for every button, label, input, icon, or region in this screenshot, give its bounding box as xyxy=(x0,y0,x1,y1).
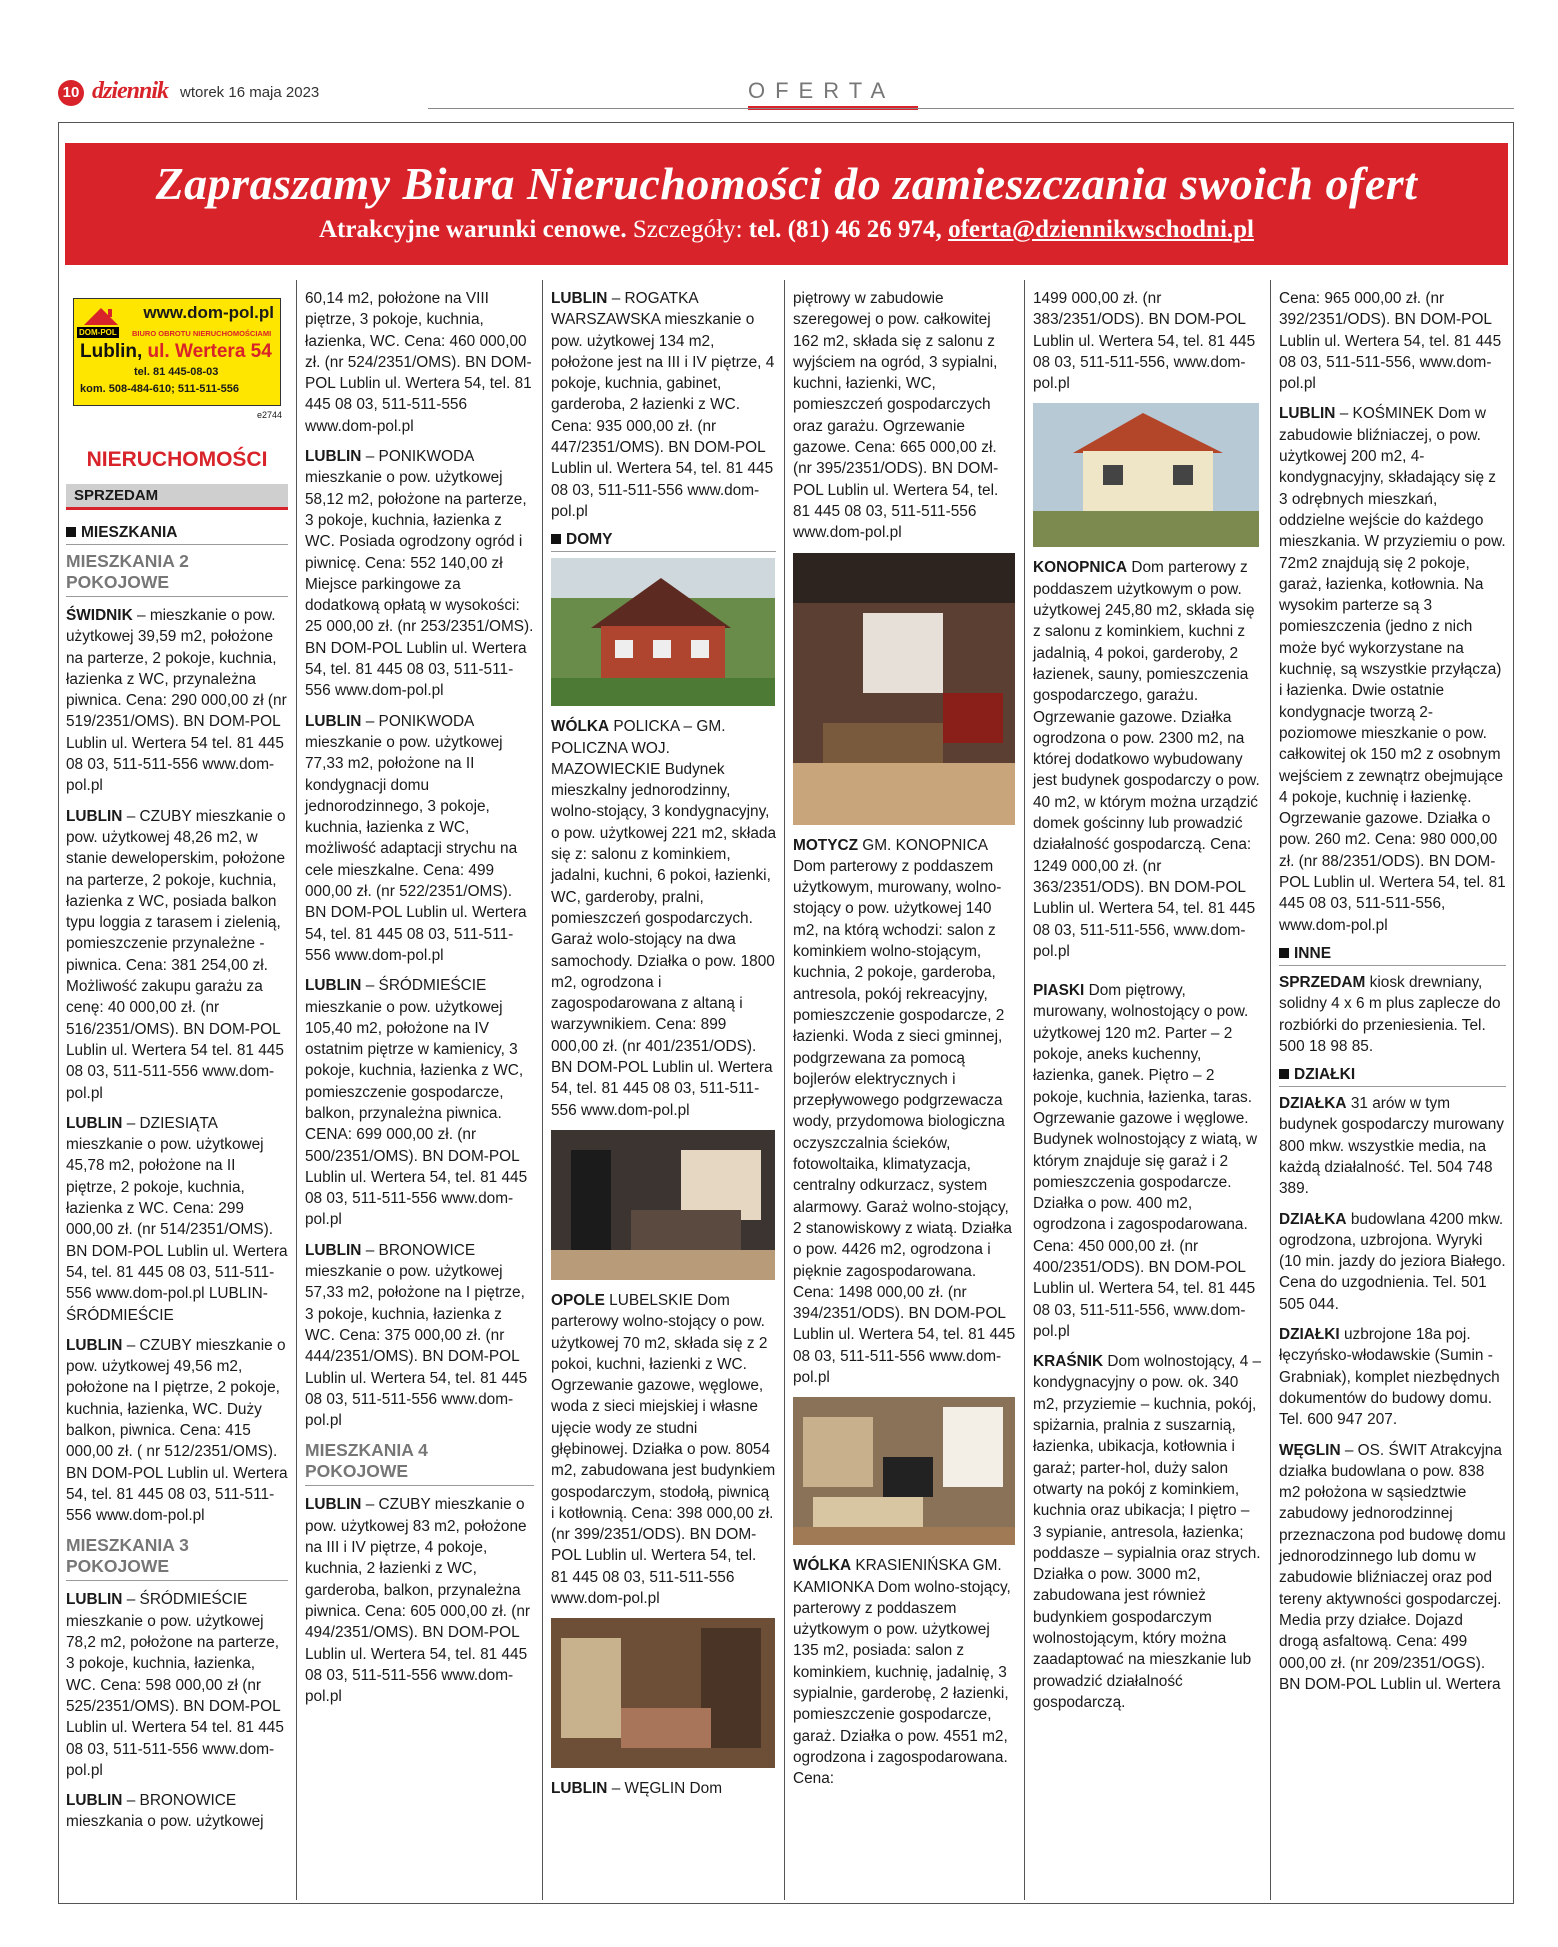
listing-location: DZIAŁKA xyxy=(1279,1210,1347,1228)
listing-text: – KOŚMINEK Dom w zabudowie bliźniaczej, o pow. użytkowej 200 m2, 4-kondygnacyjny, składający się z 3 odrębnych mieszkań, oddzielne wejście do każdego mieszkania. W przyziemiu o pow. 72m2 znajdują się 2 pokoje, garaż, łazienka, kotłownia. Na wysokim parterze są 3 pomieszczenia (jedno z nich może być wykorzystane na kuchnię, są wszystkie przyłącza) i łazienka. Dwie ostatnie kondygnacje tworzą 2-poziomowe mieszkanie o pow. całkowitej ok 150 m2 z osobnym wejściem z zewnątrz obejmujące 4 pokoje, kuchnię i łazienkę. Ogrzewanie gazowe. Działka o pow. 260 m2. Cena: 980 000,00 zł. (nr 88/2351/ODS). BN DOM-POL Lublin ul. Wertera 54, tel. 81 445 08 03, 511-511-556, www.dom-pol.pl xyxy=(1279,405,1506,934)
column-1 xyxy=(58,280,296,1900)
listing xyxy=(1033,288,1262,394)
dom-pol-ad xyxy=(73,298,281,406)
listing-text: – BRONOWICE mieszkania o pow. użytkowej xyxy=(66,1792,264,1831)
ad-code: e2744 xyxy=(256,410,282,420)
subcategory-heading: MIESZKANIA 2 POKOJOWE xyxy=(66,551,288,597)
listing-location: LUBLIN xyxy=(305,448,362,466)
listing-location: MOTYCZ xyxy=(793,836,858,854)
listing-location: WĘGLIN xyxy=(1279,1441,1341,1459)
listing-location: LUBLIN xyxy=(66,807,123,825)
listing-location: LUBLIN xyxy=(66,1792,123,1810)
column-2 xyxy=(296,280,542,1900)
listing xyxy=(793,835,1016,1389)
listing-text: uzbrojone 18a poj. łęczyńsko-włodawskie (Sumin - Grabniak), komplet niezbędnych dokumentów do budowy domu. Tel. 600 947 207. xyxy=(1279,1326,1500,1429)
listing-location: DZIAŁKI xyxy=(1279,1326,1340,1344)
listing-text: GM. KONOPNICA Dom parterowy z poddaszem użytkowym, murowany, wolno-stojący o pow. użytkowej 140 m2, na którą wchodzi: salon z kominkiem wolno-stojącym, kuchnia, 2 pokoje, garderoba, antresola, pokój rekreacyjny, pomieszczenie gospodarcze, 2 łazienki. Woda z sieci gminnej, podgrzewana za pomocą bojlerów elektrycznych i przepływowego podgrzewacza wody, przydomowa biologiczna oczyszczalnia ścieków, fotowoltaika, klimatyzacja, centralny odkurzacz, system alarmowy. Garaż wolno-stojący, 2 stanowiskowy z wiatą. Działka o pow. 4426 m2, ogrodzona i pięknie zagospodarowana. Cena: 1498 000,00 zł. (nr 394/2351/ODS). BN DOM-POL Lublin ul. Wertera 54, tel. 81 445 08 03, 511-511-556 www.dom-pol.pl xyxy=(793,836,1016,1386)
ad-phone: tel. 81 445-08-03 xyxy=(134,366,219,378)
listing-location: ŚWIDNIK xyxy=(66,607,133,624)
listing xyxy=(66,1335,288,1527)
interior-photo xyxy=(793,1397,1015,1545)
issue-date: wtorek 16 maja 2023 xyxy=(180,84,320,101)
house-photo xyxy=(551,558,775,706)
house-logo-icon xyxy=(82,305,120,325)
listing-text: – ŚRÓDMIEŚCIE mieszkanie o pow. użytkowej 105,40 m2, położone na IV ostatnim piętrze w kamienicy, 3 pokoje, kuchnia, łazienka z WC, pomieszczenie gospodarcze, balkon, przynależna piwnica. CENA: 699 000,00 zł. (nr 500/2351/OMS). BN DOM-POL Lublin ul. Wertera 54, tel. 81 445 08 03, 511-511-556 www.dom-pol.pl xyxy=(305,977,528,1229)
listing-text: Dom wolnostojący, 4 – kondygnacyjny o pow. ok. 340 m2, przyziemie – kuchnia, pokój, spiżarnia, pralnia z suszarnią, łazienka, ubikacja, kotłownia i garaż; parter-hol, duży salon otwarty na pokój z kominkiem, kuchnia oraz ubikacja; I piętro – 3 sypianie, antresola, łazienka; poddasze – sypialnia oraz strych. Działka o pow. 3000 m2, zabudowana jest również budynkiem gospodarczym wolnostojącym, który można zaadaptować na mieszkanie lub prowadzić działalność gospodarczą. xyxy=(1033,1353,1262,1711)
ad-mobile: kom. 508-484-610; 511-511-556 xyxy=(80,383,240,395)
promo-banner xyxy=(65,143,1508,265)
ad-website[interactable]: www.dom-pol.pl xyxy=(143,303,274,322)
listing xyxy=(305,1240,534,1432)
subcategory-heading: MIESZKANIA 4 POKOJOWE xyxy=(305,1440,534,1486)
subcategory-heading: MIESZKANIA 3 POKOJOWE xyxy=(66,1535,288,1581)
ad-city: Lublin, xyxy=(80,341,143,362)
listing-location: KONOPNICA xyxy=(1033,559,1128,577)
listing-location: WÓLKA xyxy=(551,718,610,736)
listing-location: PIASKI xyxy=(1033,982,1085,1000)
listing xyxy=(551,716,776,1121)
listing-text: – PONIKWODA mieszkanie o pow. użytkowej 77,33 m2, położone na II kondygnacji domu jednorodzinnego, 3 pokoje, kuchnia, łazienka z WC, możliwość adaptacji strychu na cele mieszkalne. Cena: 499 000,00 zł. (nr 522/2351/OMS). BN DOM-POL Lublin ul. Wertera 54, tel. 81 445 08 03, 511-511-556 www.dom-pol.pl xyxy=(305,712,527,964)
listing-text: 31 arów w tym budynek gospodarczy murowany 800 mkw. wszystkie media, na każdą działalność. Tel. 504 748 389. xyxy=(1279,1095,1504,1198)
page-number: 10 xyxy=(58,80,84,106)
listing-text: – ROGATKA WARSZAWSKA mieszkanie o pow. użytkowej 134 m2, położone jest na III i IV piętrze, 4 pokoje, kuchnia, gabinet, garderoba, 2 łazienki z WC. Cena: 935 000,00 zł. (nr 447/2351/OMS). BN DOM-POL Lublin ul. Wertera 54, tel. 81 445 08 03, 511-511-556 www.dom-pol.pl xyxy=(551,290,775,520)
listing xyxy=(793,1555,1016,1789)
header-rule xyxy=(428,108,1514,109)
listing-text: LUBELSKIE Dom parterowy wolno-stojący o pow. użytkowej 70 m2, składa się z 2 pokoi, kuchni, łazienki z WC. Ogrzewanie gazowe, węglowe, woda z sieci miejskiej i własne ujęcie wody ze studni głębinowej. Działka o pow. 8054 m2, zabudowana jest budynkiem gospodarczym, stodołą, piwnicą i kotłownią. Cena: 398 000,00 zł. (nr 399/2351/ODS). BN DOM-POL Lublin ul. Wertera 54, tel. 81 445 08 03, 511-511-556 www.dom-pol.pl xyxy=(551,1291,776,1608)
listing xyxy=(551,1290,776,1609)
listing-text: – OS. ŚWIT Atrakcyjna działka budowlana o pow. 838 m2 położona w sąsiedztwie zabudowy jednorodzinnej przeznaczona pod budowę domu jednorodzinnego lub domu w zabudowie bliźniaczej oraz pod tereny aktywności gospodarczej. Media przy działce. Dojazd drogą asfaltową. Cena: 499 000,00 zł. (nr 209/2351/OGS). BN DOM-POL Lublin ul. Wertera xyxy=(1279,1441,1506,1693)
listing-location: OPOLE xyxy=(551,1291,605,1309)
listing-location: LUBLIN xyxy=(66,1114,123,1132)
interior-photo xyxy=(551,1618,775,1768)
ad-firm: DOM-POL xyxy=(79,328,117,337)
listing-location: LUBLIN xyxy=(66,1591,123,1609)
ad-street: ul. Wertera 54 xyxy=(147,341,272,362)
listing-location: LUBLIN xyxy=(305,712,362,730)
column-6 xyxy=(1270,280,1514,1900)
listing xyxy=(1279,1440,1506,1696)
listing-text: piętrowy w zabudowie szeregowej o pow. całkowitej 162 m2, składa się z salonu z wyjściem na ogród, 3 sypialni, kuchni, łazienki, WC, pomieszczeń gospodarczych oraz garażu. Ogrzewanie gazowe. Cena: 665 000,00 zł. (nr 395/2351/ODS). BN DOM-POL Lublin ul. Wertera 54, tel. 81 445 08 03, 511-511-556 www.dom-pol.pl xyxy=(793,290,999,542)
listing-text: – mieszkanie o pow. użytkowej 39,59 m2, położone na parterze, 2 pokoje, kuchnia, łazienka z WC, przynależna piwnica. Cena: 290 000,00 zł (nr 519/2351/OMS). BN DOM-POL Lublin ul. Wertera 54 tel. 81 445 08 03, 511-511-556 www.dom-pol.pl xyxy=(66,607,287,795)
listing xyxy=(1279,1324,1506,1430)
listing-location: LUBLIN xyxy=(305,977,362,995)
page-header xyxy=(58,80,1514,112)
listing-text: – BRONOWICE mieszkanie o pow. użytkowej 57,33 m2, położone na I piętrze, 3 pokoje, kuchnia, łazienka z WC. Cena: 375 000,00 zł. (nr 444/2351/OMS). BN DOM-POL Lublin ul. Wertera 54, tel. 81 445 08 03, 511-511-556 www.dom-pol.pl xyxy=(305,1241,528,1430)
banner-sub-bold: Atrakcyjne warunki cenowe. xyxy=(318,216,627,243)
listing-text: 60,14 m2, położone na VIII piętrze, 3 pokoje, kuchnia, łazienka, WC. Cena: 460 000,00 zł. (nr 524/2351/OMS). BN DOM-POL Lublin ul. Wertera 54, tel. 81 445 08 03, 511-511-556 www.dom-pol.pl xyxy=(305,290,532,435)
banner-email-link[interactable]: oferta@dziennikwschodni.pl xyxy=(948,216,1254,243)
listing-location: LUBLIN xyxy=(66,1336,123,1354)
listing-text: Dom parterowy z poddaszem użytkowym o pow. użytkowej 245,80 m2, składa się z salonu z kominkiem, kuchni z jadalnią, 4 pokoi, garderoby, 2 łazienek, sauny, pomieszczenia gospodarczego, garażu. Ogrzewanie gazowe. Działka ogrodzona o pow. 2300 m2, na której dodatkowo wybudowany jest budynek gospodarczy o pow. 40 m2, w którym można urządzić domek gościnny lub prowadzić działalność gospodarczą. Cena: 1249 000,00 zł. (nr 363/2351/ODS). BN DOM-POL Lublin ul. Wertera 54, tel. 81 445 08 03, 511-511-556, www.dom-pol.pl xyxy=(1033,559,1260,960)
house-photo xyxy=(1033,403,1259,547)
column-3 xyxy=(542,280,784,1900)
listing-text: kiosk drewniany, solidny 4 x 6 m plus zaplecze do rozbiórki do przeniesienia. Tel. 500 18 98 85. xyxy=(1279,973,1501,1055)
listing-text: POLICKA – GM. POLICZNA WOJ. MAZOWIECKIE Budynek mieszkalny jednorodzinny, wolno-stojący, 3 kondygnacyjny, o pow. użytkowej 221 m2, składa się z: salonu z kominkiem, jadalni, kuchni, 6 pokoi, łazienki, WC, garderoby, pralni, pomieszczeń gospodarczych. Garaż wolo-stojący na dwa samochody. Działka o pow. 1800 m2, ogrodzona i zagospodarowana z altaną i warzywnikiem. Cena: 899 000,00 zł. (nr 401/2351/ODS). BN DOM-POL Lublin ul. Wertera 54, tel. 81 445 08 03, 511-511-556 www.dom-pol.pl xyxy=(551,718,776,1119)
listing xyxy=(1033,980,1262,1342)
listing xyxy=(66,1113,288,1326)
listing-text: KRASIENIŃSKA GM. KAMIONKA Dom wolno-stojący, parterowy z poddaszem użytkowym o pow. użytkowej 135 m2, posiada: salon z kominkiem, kuchnię, jadalnię, 3 sypialnie, garderobę, 2 łazienki, pomieszczenie gospodarcze, garaż. Działka o pow. 4551 m2, ogrodzona i zagospodarowana. Cena: xyxy=(793,1557,1011,1788)
listing xyxy=(1279,403,1506,935)
banner-sub-plain: Szczegóły: xyxy=(632,216,743,243)
interior-photo xyxy=(793,553,1015,825)
listing xyxy=(1279,972,1506,1057)
listing-location: DZIAŁKA xyxy=(1279,1095,1347,1113)
listing xyxy=(1033,557,1262,962)
listing xyxy=(66,806,288,1104)
category-heading: INNE xyxy=(1279,945,1506,966)
listing-location: LUBLIN xyxy=(551,290,608,307)
listing xyxy=(66,1589,288,1781)
column-5 xyxy=(1024,280,1270,1900)
banner-subtitle xyxy=(65,216,1508,244)
category-heading: DOMY xyxy=(551,531,776,552)
listing-location: SPRZEDAM xyxy=(1279,973,1366,991)
listing xyxy=(1279,1093,1506,1199)
listing xyxy=(793,288,1016,544)
listing xyxy=(1279,288,1506,394)
listing-text: – ŚRÓDMIEŚCIE mieszkanie o pow. użytkowej 78,2 m2, położone na parterze, 3 pokoje, kuchnia, łazienka, WC. Cena: 598 000,00 zł (nr 525/2351/OMS). BN DOM-POL Lublin ul. Wertera 54 tel. 81 445 08 03, 511-511-556 www.dom-pol.pl xyxy=(66,1591,284,1779)
listing-text: Dom piętrowy, murowany, wolnostojący o pow. użytkowej 120 m2. Parter – 2 pokoje, aneks kuchenny, łazienka, ganek. Piętro – 2 pokoje, kuchnia, łazienka, taras. Ogrzewanie gazowe i węglowe. Budynek wolnostojący z wiatą, w którym znajduje się garaż i 2 pomieszczenia gospodarcze. Działka o pow. 400 m2, ogrodzona i zagospodarowana. Cena: 450 000,00 zł. (nr 400/2351/ODS). BN DOM-POL Lublin ul. Wertera 54, tel. 81 445 08 03, 511-511-556, www.dom-pol.pl xyxy=(1033,982,1258,1340)
listing-text: – CZUBY mieszkanie o pow. użytkowej 49,56 m2, położone na I piętrze, 2 pokoje, kuchnia, łazienka, WC. Duży balkon, piwnica. Cena: 415 000,00 zł. ( nr 512/2351/OMS). BN DOM-POL Lublin ul. Wertera 54, tel. 81 445 08 03, 511-511-556 www.dom-pol.pl xyxy=(66,1336,288,1525)
listing-location: KRAŚNIK xyxy=(1033,1353,1104,1371)
ad-address xyxy=(80,341,272,363)
listing-location: LUBLIN xyxy=(1279,405,1336,423)
listing-location: LUBLIN xyxy=(305,1496,362,1514)
listing xyxy=(305,446,534,702)
interior-photo xyxy=(551,1130,775,1280)
listing-text: – PONIKWODA mieszkanie o pow. użytkowej 58,12 m2, położone na parterze, 3 pokoje, kuchnia, łazienka z WC. Posiada ogrodzony ogród i piwnicę. Cena: 552 140,00 zł Miejsce parkingowe za dodatkową opłatą w wysokości: 25 000,00 zł. (nr 253/2351/OMS). BN DOM-POL Lublin ul. Wertera 54, tel. 81 445 08 03, 511-511-556 www.dom-pol.pl xyxy=(305,448,534,700)
category-heading: DZIAŁKI xyxy=(1279,1066,1506,1087)
listing-text: – WĘGLIN Dom xyxy=(607,1780,723,1798)
listing xyxy=(305,975,534,1231)
listing-text: – DZIESIĄTA mieszkanie o pow. użytkowej 45,78 m2, położone na II piętrze, 2 pokoje, kuchnia, łazienka z WC. Cena: 299 000,00 zł. (nr 514/2351/OMS). BN DOM-POL Lublin ul. Wertera 54, tel. 81 445 08 03, 511-511-556 www.dom-pol.pl LUBLIN-ŚRÓDMIEŚCIE xyxy=(66,1114,288,1324)
listing-location: LUBLIN xyxy=(551,1780,608,1798)
listing xyxy=(305,711,534,967)
category-heading: MIESZKANIA xyxy=(66,524,288,545)
ad-tagline: BIURO OBROTU NIERUCHOMOŚCIAMI xyxy=(132,329,272,338)
column-4 xyxy=(784,280,1024,1900)
listing xyxy=(1279,1209,1506,1315)
listing-columns xyxy=(58,280,1514,1900)
listing-location: LUBLIN xyxy=(305,1241,362,1259)
listing-text: – CZUBY mieszkanie o pow. użytkowej 83 m2, położone na III i IV piętrze, 4 pokoje, kuchnia, 2 łazienki z WC, garderoba, balkon, przynależna piwnica. Cena: 605 000,00 zł. (nr 494/2351/OMS). BN DOM-POL Lublin ul. Wertera 54, tel. 81 445 08 03, 511-511-556 www.dom-pol.pl xyxy=(305,1496,531,1706)
newspaper-logo: dziennik xyxy=(92,78,169,104)
listing xyxy=(305,288,534,437)
listing xyxy=(66,1790,288,1833)
listing xyxy=(66,605,288,797)
banner-sub-tel: tel. (81) 46 26 974, xyxy=(748,216,942,243)
listing xyxy=(305,1494,534,1707)
listing xyxy=(551,288,776,522)
listing xyxy=(551,1778,776,1799)
listing xyxy=(1033,1351,1262,1713)
listing-text: 1499 000,00 zł. (nr 383/2351/ODS). BN DOM-POL Lublin ul. Wertera 54, tel. 81 445 08 03, 511-511-556, www.dom-pol.pl xyxy=(1033,290,1256,393)
section-heading: NIERUCHOMOŚCI xyxy=(86,448,268,471)
subsection-heading: SPRZEDAM xyxy=(66,484,288,510)
listing-text: – CZUBY mieszkanie o pow. użytkowej 48,26 m2, w stanie deweloperskim, położone na parterze, 2 pokoje, kuchnia, łazienka z WC, posiada balkon typu loggia z tarasem i zielenią, pomieszczenie przynależne - piwnica. Cena: 381 254,00 zł. Możliwość zakupu garażu za cenę: 40 000,00 zł. (nr 516/2351/OMS). BN DOM-POL Lublin ul. Wertera 54 tel. 81 445 08 03, 511-511-556 www.dom-pol.pl xyxy=(66,807,286,1102)
listing-location: WÓLKA xyxy=(793,1557,852,1575)
listing-text: budowlana 4200 mkw. ogrodzona, uzbrojona. Wyryki (10 min. jazdy do jeziora Białego. Cena do uzgodnienia. Tel. 501 505 044. xyxy=(1279,1210,1506,1313)
section-title: OFERTA xyxy=(748,78,896,103)
banner-title: Zapraszamy Biura Nieruchomości do zamieszczania swoich ofert xyxy=(155,158,1418,209)
listing-text: Cena: 965 000,00 zł. (nr 392/2351/ODS). BN DOM-POL Lublin ul. Wertera 54, tel. 81 445 08 03, 511-511-556, www.dom-pol.pl xyxy=(1279,290,1502,393)
